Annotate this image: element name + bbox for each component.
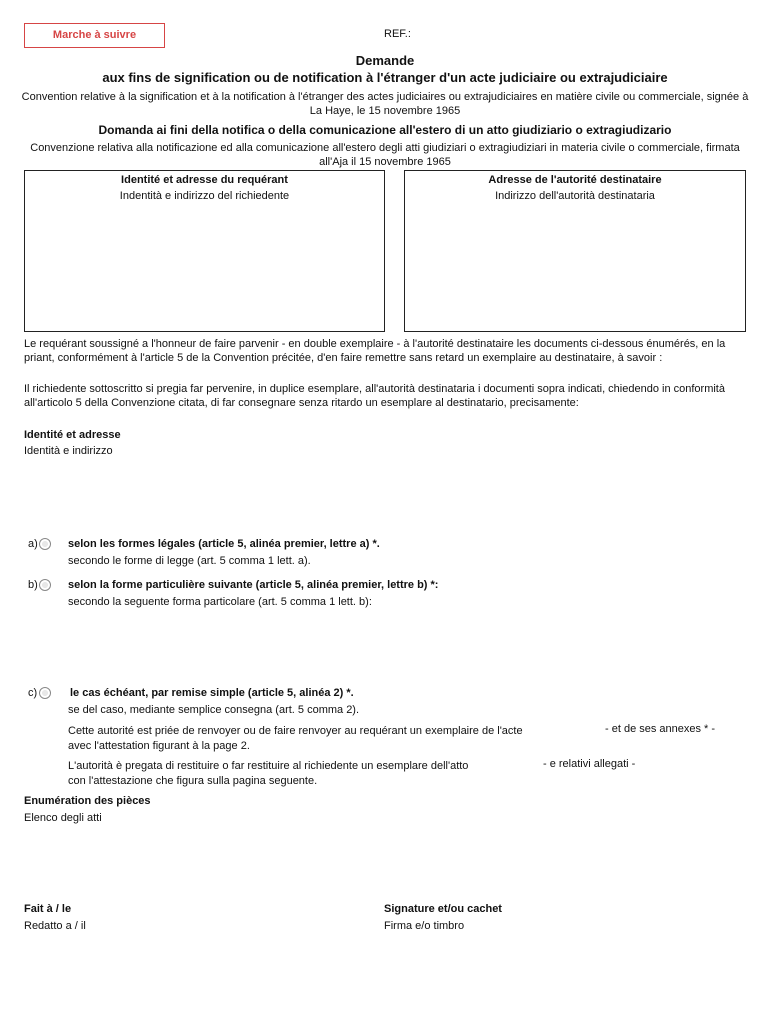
authority-box-subtitle: Indirizzo dell'autorità destinataria bbox=[495, 190, 655, 202]
option-a-radio[interactable] bbox=[39, 538, 51, 550]
request-paragraph-it: Il richiedente sottoscritto si pregia far pervenire, in duplice esemplare, all'autorità destinataria i documenti sopra indicati, chiedendo in conformità all'articolo 5 della Convenzione citata, di far consegnare senza ritardo un esemplare al destinatario, precisamente: bbox=[24, 383, 725, 409]
applicant-identity-box[interactable] bbox=[24, 170, 385, 332]
return-request-fr-cont: avec l'attestation figurant à la page 2. bbox=[68, 740, 250, 752]
convention-text-fr: Convention relative à la signification et à la notification à l'étranger des actes judiciaires ou extrajudiciaires en matière civile ou commerciale, signée à La Haye, le 15 novembre 1965 bbox=[21, 91, 749, 117]
return-annex-fr: - et de ses annexes * - bbox=[605, 723, 716, 735]
documents-enumeration-label-fr: Enumération des pièces bbox=[24, 795, 151, 807]
option-c-letter: c) bbox=[28, 687, 38, 699]
option-a-letter: a) bbox=[28, 538, 38, 550]
option-c-label-fr: le cas échéant, par remise simple (article 5, alinéa 2) *. bbox=[70, 687, 354, 699]
identity-label-it: Identità e indirizzo bbox=[24, 445, 113, 457]
instructions-button[interactable]: Marche à suivre bbox=[24, 23, 165, 48]
return-annex-it: - e relativi allegati - bbox=[543, 758, 636, 770]
request-paragraph-fr: Le requérant soussigné a l'honneur de faire parvenir - en double exemplaire - à l'autorité destinataire les documents ci-dessous énumérés, en la priant, conformément à l'article 5 de la Convention précitée, d'en faire remettre sans retard un exemplaire au destinataire, à savoir : bbox=[24, 338, 726, 364]
place-date-label-it: Redatto a / il bbox=[24, 920, 86, 932]
place-date-label-fr: Fait à / le bbox=[24, 903, 72, 915]
option-b-label-fr: selon la forme particulière suivante (article 5, alinéa premier, lettre b) *: bbox=[68, 579, 439, 591]
option-b-letter: b) bbox=[28, 579, 38, 591]
return-request-it-cont: con l'attestazione che figura sulla pagina seguente. bbox=[68, 775, 318, 787]
option-c-label-it: se del caso, mediante semplice consegna (art. 5 comma 2). bbox=[68, 704, 360, 716]
authority-address-box[interactable] bbox=[404, 170, 746, 332]
signature-label-fr: Signature et/ou cachet bbox=[384, 903, 502, 915]
option-a-label-fr: selon les formes légales (article 5, alinéa premier, lettre a) *. bbox=[68, 538, 380, 550]
form-subtitle-it: Domanda ai fini della notifica o della comunicazione all'estero di un atto giudiziario o extragiudizario bbox=[98, 123, 672, 137]
form-subtitle-fr: aux fins de signification ou de notification à l'étranger d'un acte judiciaire ou extrajudiciaire bbox=[102, 70, 668, 85]
authority-box-title: Adresse de l'autorité destinataire bbox=[488, 174, 662, 186]
ref-label: REF.: bbox=[384, 28, 411, 40]
applicant-box-title: Identité et adresse du requérant bbox=[121, 174, 288, 186]
convention-text-it: Convenzione relativa alla notificazione ed alla comunicazione all'estero degli atti giudiziari o extragiudiziari in materia civile o commerciale, firmata all'Aja il 15 novembre 1965 bbox=[30, 142, 740, 168]
identity-label-fr: Identité et adresse bbox=[24, 429, 121, 441]
option-a-label-it: secondo le forme di legge (art. 5 comma 1 lett. a). bbox=[68, 555, 311, 567]
option-c-radio[interactable] bbox=[39, 687, 51, 699]
option-b-label-it: secondo la seguente forma particolare (art. 5 comma 1 lett. b): bbox=[68, 596, 372, 608]
option-b-radio[interactable] bbox=[39, 579, 51, 591]
applicant-box-subtitle: Indentità e indirizzo del richiedente bbox=[119, 190, 290, 202]
return-request-it: L'autorità è pregata di restituire o far restituire al richiedente un esemplare dell'atto bbox=[68, 760, 469, 772]
return-request-fr: Cette autorité est priée de renvoyer ou de faire renvoyer au requérant un exemplaire de l'acte bbox=[68, 725, 523, 737]
form-title: Demande bbox=[355, 53, 415, 68]
documents-enumeration-label-it: Elenco degli atti bbox=[24, 812, 102, 824]
signature-label-it: Firma e/o timbro bbox=[384, 920, 465, 932]
